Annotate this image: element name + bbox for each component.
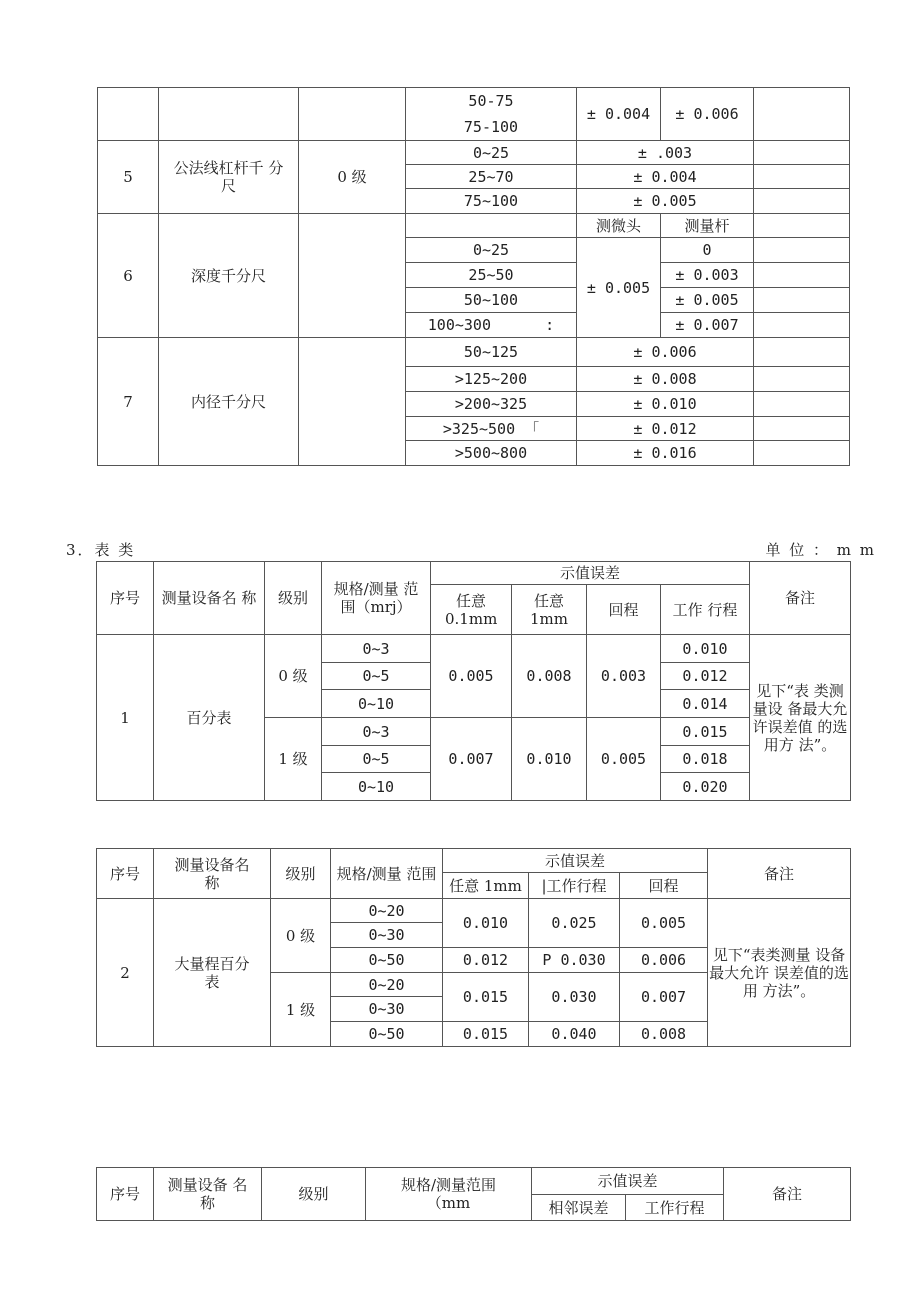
note-cell: 见下“表类测量 设备最大允许 误差值的选用 方法”。 bbox=[708, 899, 851, 1047]
range-cell: 0~20 bbox=[331, 973, 443, 997]
range-cell: 0~30 bbox=[331, 923, 443, 948]
section-title: 3．表 类 bbox=[66, 541, 136, 559]
value-cell: 0.014 bbox=[661, 690, 750, 718]
header-work: 工作行程 bbox=[626, 1195, 724, 1221]
value-cell: 0.008 bbox=[512, 635, 587, 718]
error-cell: ± .003 bbox=[577, 141, 754, 165]
rod-error-cell: ± 0.007 bbox=[661, 313, 754, 338]
dial-indicator-table bbox=[96, 561, 851, 801]
value-cell: 0.005 bbox=[587, 718, 661, 801]
value-cell: 0.010 bbox=[443, 899, 529, 948]
value-cell: 0.012 bbox=[443, 948, 529, 973]
value-cell: 0.010 bbox=[661, 635, 750, 663]
value-cell: 0.020 bbox=[661, 773, 750, 801]
range-cell: 0~50 bbox=[331, 1022, 443, 1047]
grade-cell: 1 级 bbox=[271, 973, 331, 1047]
large-range-indicator-table bbox=[96, 848, 851, 1047]
range-cell: >125~200 bbox=[406, 367, 577, 392]
header-range: 规格/测量 范围（mrj） bbox=[322, 562, 431, 635]
sub-header: 测微头 bbox=[577, 214, 661, 238]
range-cell: 0~3 bbox=[322, 635, 431, 663]
value-cell: 0.015 bbox=[661, 718, 750, 746]
row-number: 5 bbox=[98, 141, 159, 214]
table-row bbox=[98, 338, 850, 367]
range-cell: 50~100 bbox=[406, 288, 577, 313]
row-number: 6 bbox=[98, 214, 159, 338]
header-grade: 级别 bbox=[271, 849, 331, 899]
table-row bbox=[97, 899, 851, 923]
value-cell: 0.030 bbox=[529, 973, 620, 1022]
header-name: 测量设备名 称 bbox=[154, 849, 271, 899]
error-cell: ± 0.004 bbox=[577, 88, 661, 141]
error-cell: ± 0.010 bbox=[577, 392, 754, 417]
header-no: 序号 bbox=[97, 562, 154, 635]
header-grade: 级别 bbox=[265, 562, 322, 635]
rod-error-cell: 0 bbox=[661, 238, 754, 263]
value-cell: 0.015 bbox=[443, 973, 529, 1022]
device-name: 内径千分尺 bbox=[159, 338, 299, 466]
range-cell: 0~50 bbox=[331, 948, 443, 973]
table-row bbox=[97, 635, 851, 663]
range-cell: 0~3 bbox=[322, 718, 431, 746]
header-name: 测量设备 名 称 bbox=[154, 1168, 262, 1221]
row-number: 1 bbox=[97, 635, 154, 801]
error-cell: ± 0.005 bbox=[577, 189, 754, 214]
row-number: 2 bbox=[97, 899, 154, 1047]
error-cell: ± 0.012 bbox=[577, 417, 754, 441]
header-return: 回程 bbox=[587, 585, 661, 635]
rod-error-cell: ± 0.005 bbox=[661, 288, 754, 313]
table-row bbox=[98, 88, 850, 141]
range-cell: 0~30 bbox=[331, 997, 443, 1022]
header-any-01: 任意 0.1mm bbox=[431, 585, 512, 635]
header-any-1: 任意 1mm bbox=[512, 585, 587, 635]
grade-cell: 0 级 bbox=[299, 141, 406, 214]
value-cell: 0.006 bbox=[620, 948, 708, 973]
device-name: 公法线杠杆千 分尺 bbox=[159, 141, 299, 214]
note-cell: 见下“表 类测量设 备最大允 许误差值 的选用方 法”。 bbox=[750, 635, 851, 801]
header-note: 备注 bbox=[724, 1168, 851, 1221]
header-row bbox=[97, 562, 851, 585]
device-name: 百分表 bbox=[154, 635, 265, 801]
header-error: 示值误差 bbox=[431, 562, 750, 585]
table-row bbox=[98, 141, 850, 165]
header-work: 工作 行程 bbox=[661, 585, 750, 635]
lever-indicator-table bbox=[96, 1167, 851, 1221]
header-work: |工作行程 bbox=[529, 873, 620, 899]
unit-label: 单 位 ： m m bbox=[765, 541, 876, 559]
device-name: 深度千分尺 bbox=[159, 214, 299, 338]
range-cell: 75~100 bbox=[406, 189, 577, 214]
error-cell: ± 0.005 bbox=[577, 238, 661, 338]
header-grade: 级别 bbox=[262, 1168, 366, 1221]
table-row bbox=[98, 214, 850, 238]
value-cell: 0.012 bbox=[661, 663, 750, 690]
header-no: 序号 bbox=[97, 1168, 154, 1221]
header-adjacent: 相邻误差 bbox=[532, 1195, 626, 1221]
error-cell: ± 0.016 bbox=[577, 441, 754, 466]
header-error: 示值误差 bbox=[443, 849, 708, 873]
range-cell: 0~10 bbox=[322, 773, 431, 801]
sub-header: 测量杆 bbox=[661, 214, 754, 238]
grade-cell: 1 级 bbox=[265, 718, 322, 801]
value-cell: 0.005 bbox=[431, 635, 512, 718]
range-cell: 0~20 bbox=[331, 899, 443, 923]
grade-cell: 0 级 bbox=[265, 635, 322, 718]
range-cell: 0~25 bbox=[406, 141, 577, 165]
range-cell: 25~70 bbox=[406, 165, 577, 189]
value-cell: 0.007 bbox=[620, 973, 708, 1022]
error-cell: ± 0.006 bbox=[661, 88, 754, 141]
range-cell: >500~800 bbox=[406, 441, 577, 466]
value-cell: 0.010 bbox=[512, 718, 587, 801]
value-cell: 0.003 bbox=[587, 635, 661, 718]
row-number: 7 bbox=[98, 338, 159, 466]
header-note: 备注 bbox=[708, 849, 851, 899]
header-row bbox=[97, 1168, 851, 1195]
value-cell: 0.040 bbox=[529, 1022, 620, 1047]
value-cell: 0.007 bbox=[431, 718, 512, 801]
value-cell: 0.015 bbox=[443, 1022, 529, 1047]
header-range: 规格/测量 范围 bbox=[331, 849, 443, 899]
header-error: 示值误差 bbox=[532, 1168, 724, 1195]
range-cell: 100~300 : bbox=[406, 313, 577, 338]
device-name: 大量程百分 表 bbox=[154, 899, 271, 1047]
range-cell: 50~125 bbox=[406, 338, 577, 367]
error-cell: ± 0.008 bbox=[577, 367, 754, 392]
grade-cell: 0 级 bbox=[271, 899, 331, 973]
value-cell: 0.005 bbox=[620, 899, 708, 948]
range-cell: 0~5 bbox=[322, 663, 431, 690]
range-cell: 0~25 bbox=[406, 238, 577, 263]
range-cell: >325~500 「 bbox=[406, 417, 577, 441]
header-range: 规格/测量范围（mm bbox=[366, 1168, 532, 1221]
range-cell: 25~50 bbox=[406, 263, 577, 288]
rod-error-cell: ± 0.003 bbox=[661, 263, 754, 288]
header-row bbox=[97, 849, 851, 873]
error-cell: ± 0.006 bbox=[577, 338, 754, 367]
header-return: 回程 bbox=[620, 873, 708, 899]
value-cell: 0.018 bbox=[661, 746, 750, 773]
value-cell: 0.008 bbox=[620, 1022, 708, 1047]
header-note: 备注 bbox=[750, 562, 851, 635]
header-any-1: 任意 1mm bbox=[443, 873, 529, 899]
value-cell: 0.025 bbox=[529, 899, 620, 948]
range-cell: 0~10 bbox=[322, 690, 431, 718]
value-cell: P 0.030 bbox=[529, 948, 620, 973]
micrometer-table bbox=[97, 87, 850, 466]
error-cell: ± 0.004 bbox=[577, 165, 754, 189]
range-cell: 50-75 75-100 bbox=[406, 88, 577, 141]
header-name: 测量设备名 称 bbox=[154, 562, 265, 635]
header-no: 序号 bbox=[97, 849, 154, 899]
range-cell: 0~5 bbox=[322, 746, 431, 773]
range-cell: >200~325 bbox=[406, 392, 577, 417]
